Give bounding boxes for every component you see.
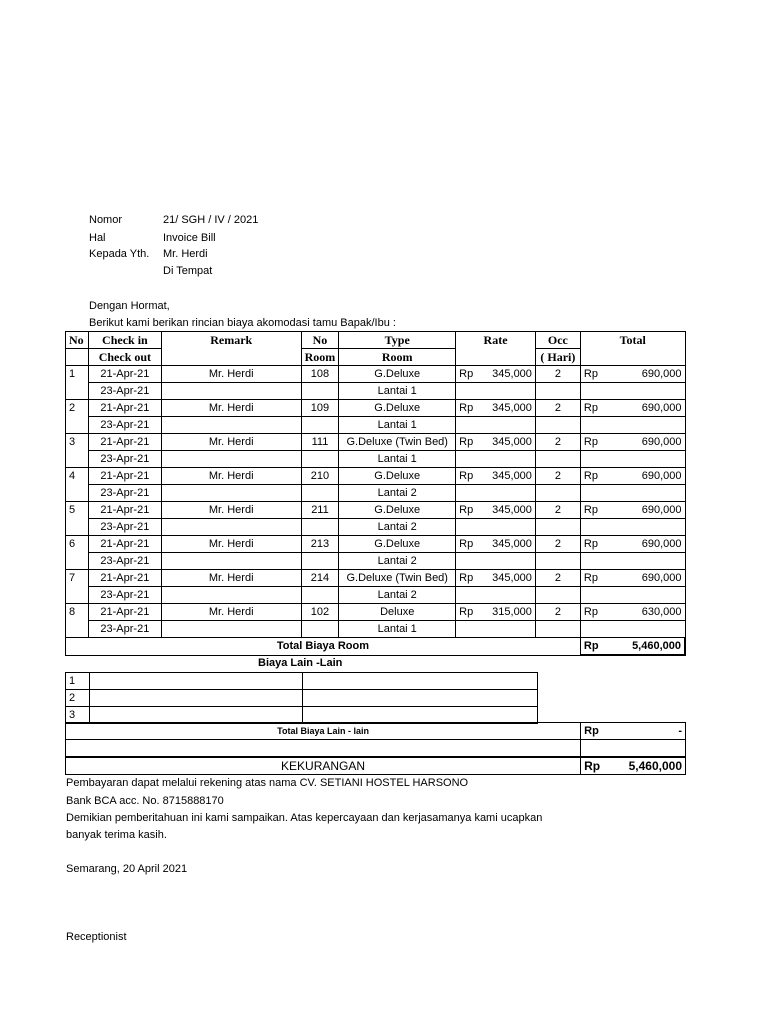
row-no: 2 — [66, 400, 89, 417]
check-out-date: 23-Apr-21 — [88, 621, 161, 638]
lain-row-no: 1 — [66, 673, 90, 690]
room-empty — [301, 519, 339, 536]
room-empty — [301, 451, 339, 468]
total-value: 690,000 — [641, 436, 682, 448]
rate — [456, 468, 536, 485]
occ: 2 — [535, 570, 580, 587]
check-out-date: 23-Apr-21 — [88, 587, 161, 604]
row-no-empty — [66, 587, 89, 604]
occ: 2 — [535, 468, 580, 485]
lain-title: Biaya Lain -Lain — [258, 657, 343, 669]
occ-empty — [535, 621, 580, 638]
remark-empty — [161, 417, 301, 434]
total — [580, 604, 685, 621]
greeting: Dengan Hormat, — [89, 300, 170, 312]
remark-empty — [161, 383, 301, 400]
remark-empty — [161, 553, 301, 570]
rate-value: 345,000 — [492, 368, 532, 380]
col-header-rate-2 — [456, 349, 536, 366]
rate-currency: Rp — [459, 538, 474, 550]
floor: Lantai 1 — [339, 417, 456, 434]
rate-value: 345,000 — [492, 538, 532, 550]
floor: Lantai 1 — [339, 383, 456, 400]
intro-text: Berikut kami berikan rincian biaya akomodasi tamu Bapak/Ibu : — [89, 317, 396, 329]
occ-empty — [535, 383, 580, 400]
lain-total-amount — [581, 723, 686, 740]
remark-empty — [161, 451, 301, 468]
check-out-date: 23-Apr-21 — [88, 553, 161, 570]
rate — [456, 604, 536, 621]
total — [580, 400, 685, 417]
occ: 2 — [535, 604, 580, 621]
table-row-sub — [66, 383, 686, 400]
rate-currency: Rp — [459, 572, 474, 584]
rate — [456, 434, 536, 451]
check-in-date: 21-Apr-21 — [88, 434, 161, 451]
lain-row — [66, 690, 538, 707]
table-header-row-1 — [66, 332, 686, 349]
total-currency: Rp — [583, 572, 598, 584]
room-type: G.Deluxe — [339, 536, 456, 553]
col-header-rate: Rate — [456, 332, 536, 349]
total-currency: Rp — [583, 504, 598, 516]
table-row — [66, 366, 686, 383]
floor: Lantai 2 — [339, 485, 456, 502]
rate — [456, 536, 536, 553]
rate-currency: Rp — [459, 368, 474, 380]
total-empty — [580, 519, 685, 536]
remark: Mr. Herdi — [161, 570, 301, 587]
lain-row-amount — [302, 690, 538, 707]
room-no: 211 — [301, 502, 339, 519]
total-empty — [580, 417, 685, 434]
lain-row-amount — [302, 707, 538, 724]
col-header-type: Type — [339, 332, 456, 349]
rate-empty — [456, 485, 536, 502]
table-row — [66, 570, 686, 587]
total-empty — [580, 587, 685, 604]
bank-info: Bank BCA acc. No. 8715888170 — [66, 795, 224, 807]
kekurangan-currency: Rp — [584, 759, 601, 773]
table-row — [66, 604, 686, 621]
table-row-sub — [66, 451, 686, 468]
total-value: 690,000 — [641, 538, 682, 550]
rate-value: 345,000 — [492, 436, 532, 448]
remark-empty — [161, 519, 301, 536]
lain-total-row — [66, 723, 686, 740]
occ: 2 — [535, 502, 580, 519]
table-row — [66, 468, 686, 485]
col-header-remark: Remark — [161, 332, 301, 349]
room-no: 102 — [301, 604, 339, 621]
lain-table — [65, 672, 538, 724]
col-header-room: Room — [301, 349, 339, 366]
lain-total-label: Total Biaya Lain - lain — [66, 723, 581, 740]
check-out-date: 23-Apr-21 — [88, 383, 161, 400]
total-value: 690,000 — [641, 504, 682, 516]
table-row-sub — [66, 621, 686, 638]
remark-empty — [161, 485, 301, 502]
remark-empty — [161, 587, 301, 604]
table-row — [66, 434, 686, 451]
total — [580, 502, 685, 519]
room-empty — [301, 621, 339, 638]
total — [580, 468, 685, 485]
lain-total-currency: Rp — [584, 725, 599, 737]
kekurangan-value: 5,460,000 — [628, 759, 682, 773]
lain-row-no: 3 — [66, 707, 90, 724]
remark: Mr. Herdi — [161, 468, 301, 485]
remark: Mr. Herdi — [161, 502, 301, 519]
check-in-date: 21-Apr-21 — [88, 400, 161, 417]
remark: Mr. Herdi — [161, 366, 301, 383]
room-empty — [301, 485, 339, 502]
total-room-currency: Rp — [583, 640, 599, 652]
row-no-empty — [66, 383, 89, 400]
occ: 2 — [535, 366, 580, 383]
row-no: 8 — [66, 604, 89, 621]
row-no: 6 — [66, 536, 89, 553]
occ-empty — [535, 587, 580, 604]
nomor-value: 21/ SGH / IV / 2021 — [163, 214, 259, 226]
total — [580, 434, 685, 451]
kekurangan-amount — [581, 758, 686, 775]
floor: Lantai 2 — [339, 553, 456, 570]
lain-row-desc — [89, 690, 302, 707]
occ: 2 — [535, 536, 580, 553]
rate — [456, 502, 536, 519]
total-value: 690,000 — [641, 402, 682, 414]
table-row-sub — [66, 485, 686, 502]
remark: Mr. Herdi — [161, 434, 301, 451]
kepada-value: Mr. Herdi — [163, 248, 208, 260]
room-no: 210 — [301, 468, 339, 485]
col-header-no-2 — [66, 349, 89, 366]
total-currency: Rp — [583, 368, 598, 380]
lain-row-amount — [302, 673, 538, 690]
floor: Lantai 1 — [339, 451, 456, 468]
occ-empty — [535, 417, 580, 434]
room-type: G.Deluxe (Twin Bed) — [339, 434, 456, 451]
lain-blank-row — [66, 740, 686, 757]
row-no-empty — [66, 519, 89, 536]
floor: Lantai 2 — [339, 519, 456, 536]
room-type: G.Deluxe — [339, 366, 456, 383]
rate-currency: Rp — [459, 606, 474, 618]
lain-row-desc — [89, 673, 302, 690]
rate-value: 345,000 — [492, 572, 532, 584]
closing-text: Demikian pemberitahuan ini kami sampaikan. Atas kepercayaan dan kerjasamanya kami ucapkan — [66, 812, 543, 824]
signature-role: Receptionist — [66, 931, 127, 943]
occ: 2 — [535, 434, 580, 451]
row-no-empty — [66, 417, 89, 434]
check-out-date: 23-Apr-21 — [88, 519, 161, 536]
room-type: G.Deluxe — [339, 502, 456, 519]
floor: Lantai 1 — [339, 621, 456, 638]
room-no: 111 — [301, 434, 339, 451]
rate — [456, 570, 536, 587]
total — [580, 536, 685, 553]
rate-empty — [456, 621, 536, 638]
kekurangan-row — [66, 758, 686, 775]
room-empty — [301, 587, 339, 604]
check-out-date: 23-Apr-21 — [88, 451, 161, 468]
rate-empty — [456, 587, 536, 604]
row-no: 4 — [66, 468, 89, 485]
tempat-value: Di Tempat — [163, 265, 213, 277]
row-no-empty — [66, 485, 89, 502]
room-no: 109 — [301, 400, 339, 417]
place-date: Semarang, 20 April 2021 — [66, 863, 188, 875]
total-currency: Rp — [583, 606, 598, 618]
check-out-date: 23-Apr-21 — [88, 417, 161, 434]
rate — [456, 366, 536, 383]
room-no: 213 — [301, 536, 339, 553]
lain-row — [66, 707, 538, 724]
room-type: G.Deluxe (Twin Bed) — [339, 570, 456, 587]
total-value: 690,000 — [641, 368, 682, 380]
check-in-date: 21-Apr-21 — [88, 468, 161, 485]
col-header-hari: ( Hari) — [535, 349, 580, 366]
row-no: 1 — [66, 366, 89, 383]
remark-empty — [161, 621, 301, 638]
total-currency: Rp — [583, 538, 598, 550]
hal-label: Hal — [89, 232, 106, 244]
lain-total-table — [65, 722, 686, 757]
row-no-empty — [66, 621, 89, 638]
row-no: 7 — [66, 570, 89, 587]
total — [580, 570, 685, 587]
occ: 2 — [535, 400, 580, 417]
col-header-room-no: No — [301, 332, 339, 349]
col-header-occ: Occ — [535, 332, 580, 349]
col-header-total-2 — [580, 349, 685, 366]
floor: Lantai 2 — [339, 587, 456, 604]
col-header-no: No — [66, 332, 89, 349]
rate-value: 345,000 — [492, 470, 532, 482]
row-no: 3 — [66, 434, 89, 451]
rate-empty — [456, 553, 536, 570]
lain-total-value: - — [678, 725, 682, 737]
lain-blank-cell — [66, 740, 581, 757]
rate-value: 315,000 — [492, 606, 532, 618]
total-room-value: 5,460,000 — [632, 640, 681, 652]
col-header-type-room: Room — [339, 349, 456, 366]
kekurangan-table — [65, 757, 686, 775]
rate-currency: Rp — [459, 470, 474, 482]
table-row-sub — [66, 417, 686, 434]
occ-empty — [535, 553, 580, 570]
total-value: 690,000 — [641, 470, 682, 482]
hal-value: Invoice Bill — [163, 232, 216, 244]
col-header-total: Total — [580, 332, 685, 349]
table-header-row-2 — [66, 349, 686, 366]
col-header-checkout: Check out — [88, 349, 161, 366]
rate-empty — [456, 519, 536, 536]
room-no: 108 — [301, 366, 339, 383]
occ-empty — [535, 451, 580, 468]
total-value: 630,000 — [641, 606, 682, 618]
total-currency: Rp — [583, 402, 598, 414]
check-in-date: 21-Apr-21 — [88, 536, 161, 553]
closing-text-2: banyak terima kasih. — [66, 829, 167, 841]
remark: Mr. Herdi — [161, 400, 301, 417]
total-room-row — [66, 638, 686, 656]
occ-empty — [535, 485, 580, 502]
rate — [456, 400, 536, 417]
total-empty — [580, 383, 685, 400]
kepada-label: Kepada Yth. — [89, 248, 150, 260]
room-empty — [301, 383, 339, 400]
kekurangan-label: KEKURANGAN — [66, 758, 581, 775]
table-row — [66, 502, 686, 519]
rate-empty — [456, 417, 536, 434]
col-header-remark-2 — [161, 349, 301, 366]
invoice-table — [65, 331, 686, 656]
total-room-amount — [580, 638, 685, 656]
table-row-sub — [66, 587, 686, 604]
table-row — [66, 400, 686, 417]
total-empty — [580, 485, 685, 502]
total-currency: Rp — [583, 436, 598, 448]
check-in-date: 21-Apr-21 — [88, 604, 161, 621]
remark: Mr. Herdi — [161, 536, 301, 553]
total-room-label: Total Biaya Room — [66, 638, 581, 656]
row-no-empty — [66, 553, 89, 570]
table-row — [66, 536, 686, 553]
total-empty — [580, 553, 685, 570]
room-type: G.Deluxe — [339, 468, 456, 485]
check-out-date: 23-Apr-21 — [88, 485, 161, 502]
lain-row — [66, 673, 538, 690]
rate-empty — [456, 383, 536, 400]
lain-blank-cell — [581, 740, 686, 757]
total — [580, 366, 685, 383]
table-row-sub — [66, 553, 686, 570]
rate-empty — [456, 451, 536, 468]
check-in-date: 21-Apr-21 — [88, 502, 161, 519]
room-empty — [301, 417, 339, 434]
rate-value: 345,000 — [492, 504, 532, 516]
payment-info: Pembayaran dapat melalui rekening atas nama CV. SETIANI HOSTEL HARSONO — [66, 777, 469, 789]
total-value: 690,000 — [641, 572, 682, 584]
check-in-date: 21-Apr-21 — [88, 366, 161, 383]
check-in-date: 21-Apr-21 — [88, 570, 161, 587]
total-empty — [580, 621, 685, 638]
row-no: 5 — [66, 502, 89, 519]
rate-currency: Rp — [459, 402, 474, 414]
total-empty — [580, 451, 685, 468]
col-header-checkin: Check in — [88, 332, 161, 349]
rate-currency: Rp — [459, 436, 474, 448]
rate-currency: Rp — [459, 504, 474, 516]
nomor-label: Nomor — [89, 214, 123, 226]
total-currency: Rp — [583, 470, 598, 482]
room-type: G.Deluxe — [339, 400, 456, 417]
remark: Mr. Herdi — [161, 604, 301, 621]
room-no: 214 — [301, 570, 339, 587]
row-no-empty — [66, 451, 89, 468]
room-type: Deluxe — [339, 604, 456, 621]
occ-empty — [535, 519, 580, 536]
rate-value: 345,000 — [492, 402, 532, 414]
lain-row-no: 2 — [66, 690, 90, 707]
lain-row-desc — [89, 707, 302, 724]
room-empty — [301, 553, 339, 570]
table-row-sub — [66, 519, 686, 536]
